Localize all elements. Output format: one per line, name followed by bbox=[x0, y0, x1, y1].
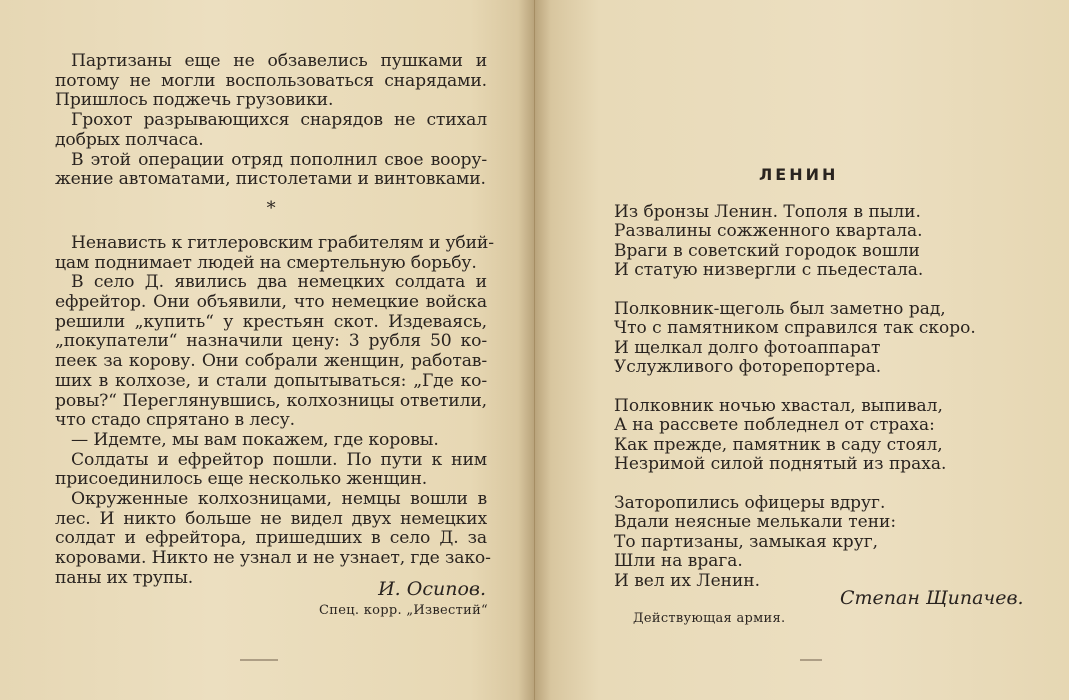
article-line: присоединилось еще несколько женщин. bbox=[55, 469, 428, 490]
poem-line: Вдали неясные мелькали тени: bbox=[614, 512, 897, 533]
poem-text bbox=[614, 203, 1014, 610]
article-line: Ненависть к гитлеровским грабителям и убий- bbox=[71, 232, 494, 253]
poem-line: Полковник ночью хвастал, выпивал, bbox=[614, 396, 943, 417]
article-line: солдат и ефрейтора, пришедших в село Д. за bbox=[55, 528, 487, 549]
article-text bbox=[55, 51, 494, 589]
poem-line: Как прежде, памятник в саду стоял, bbox=[614, 434, 943, 455]
article-line: — Идемте, мы вам покажем, где коровы. bbox=[71, 429, 439, 450]
poem-stanza bbox=[614, 300, 1014, 378]
poem-stanza bbox=[614, 203, 1014, 281]
article-line: что стадо спрятано в лесу. bbox=[55, 410, 295, 431]
bottom-rule-right bbox=[800, 659, 822, 661]
article-line: лес. И никто больше не видел двух немецких bbox=[55, 508, 487, 529]
poem-line: Развалины сожженного квартала. bbox=[614, 221, 923, 242]
poem-line: И вел их Ленин. bbox=[614, 570, 761, 591]
poem-line: И щелкал долго фотоаппарат bbox=[614, 337, 881, 358]
poem-line: Заторопились офицеры вдруг. bbox=[614, 493, 886, 514]
article-line: ровы?“ Переглянувшись, колхозницы ответили, bbox=[55, 390, 487, 411]
article-line: жение автоматами, пистолетами и винтовками. bbox=[55, 169, 486, 190]
article-line: Грохот разрывающихся снарядов не стихал bbox=[71, 110, 487, 131]
poem-stanza bbox=[614, 397, 1014, 475]
poem-line: Полковник-щеголь был заметно рад, bbox=[614, 299, 946, 320]
article-line: потому не могли воспользоваться снарядами. bbox=[55, 70, 487, 91]
poem-line: И статую низвергли с пьедестала. bbox=[614, 260, 924, 281]
article-line: паны их трупы. bbox=[55, 567, 194, 588]
article-line: Партизаны еще не обзавелись пушками и bbox=[71, 51, 487, 71]
poem-title: ЛЕНИН bbox=[759, 165, 839, 184]
article-block-1 bbox=[55, 52, 487, 190]
article-line: Окруженные колхозницами, немцы вошли в bbox=[71, 489, 487, 510]
author-signature: И. Осипов. bbox=[378, 578, 486, 600]
article-line: „покупатели“ назначили цену: 3 рубля 50 ко- bbox=[55, 331, 487, 352]
poem-line: Враги в советский городок вошли bbox=[614, 240, 920, 261]
article-line: пеек за корову. Они собрали женщин, работав- bbox=[55, 351, 487, 372]
poem-line: Незримой силой поднятый из праха. bbox=[614, 454, 947, 475]
article-line: ших в колхозе, и стали допытываться: „Где ко- bbox=[55, 370, 487, 391]
poem-line: Услужливого фоторепортера. bbox=[614, 357, 882, 378]
article-line: Солдаты и ефрейтор пошли. По пути к ним bbox=[71, 449, 487, 470]
article-line: цам поднимает людей на смертельную борьбу. bbox=[55, 252, 477, 273]
article-line: Пришлось поджечь грузовики. bbox=[55, 90, 334, 111]
bottom-rule-left bbox=[240, 659, 278, 661]
article-line: В этой операции отряд пополнил свое воору- bbox=[71, 149, 487, 170]
footer-note: Действующая армия. bbox=[633, 611, 786, 626]
poem-line: Что с памятником справился так скоро. bbox=[614, 318, 976, 339]
poem-line: Из бронзы Ленин. Тополя в пыли. bbox=[614, 202, 921, 222]
article-line: коровами. Никто не узнал и не узнает, где зако- bbox=[55, 548, 491, 569]
poem-line: То партизаны, замыкая круг, bbox=[614, 531, 879, 552]
author-credit: Спец. корр. „Известий“ bbox=[318, 603, 488, 618]
article-line: решили „купить“ у крестьян скот. Издеваясь, bbox=[55, 311, 487, 332]
article-block-2 bbox=[55, 232, 494, 589]
article-line: В село Д. явились два немецких солдата и bbox=[71, 272, 487, 293]
section-separator: * bbox=[266, 197, 276, 219]
poem-stanza bbox=[614, 494, 1014, 591]
poem-line: А на рассвете побледнел от страха: bbox=[614, 415, 935, 436]
poem-line: Шли на врага. bbox=[614, 551, 743, 572]
poet-signature: Степан Щипачев. bbox=[840, 587, 1024, 609]
article-line: добрых полчаса. bbox=[55, 129, 204, 150]
article-line: ефрейтор. Они объявили, что немецкие войска bbox=[55, 292, 487, 313]
